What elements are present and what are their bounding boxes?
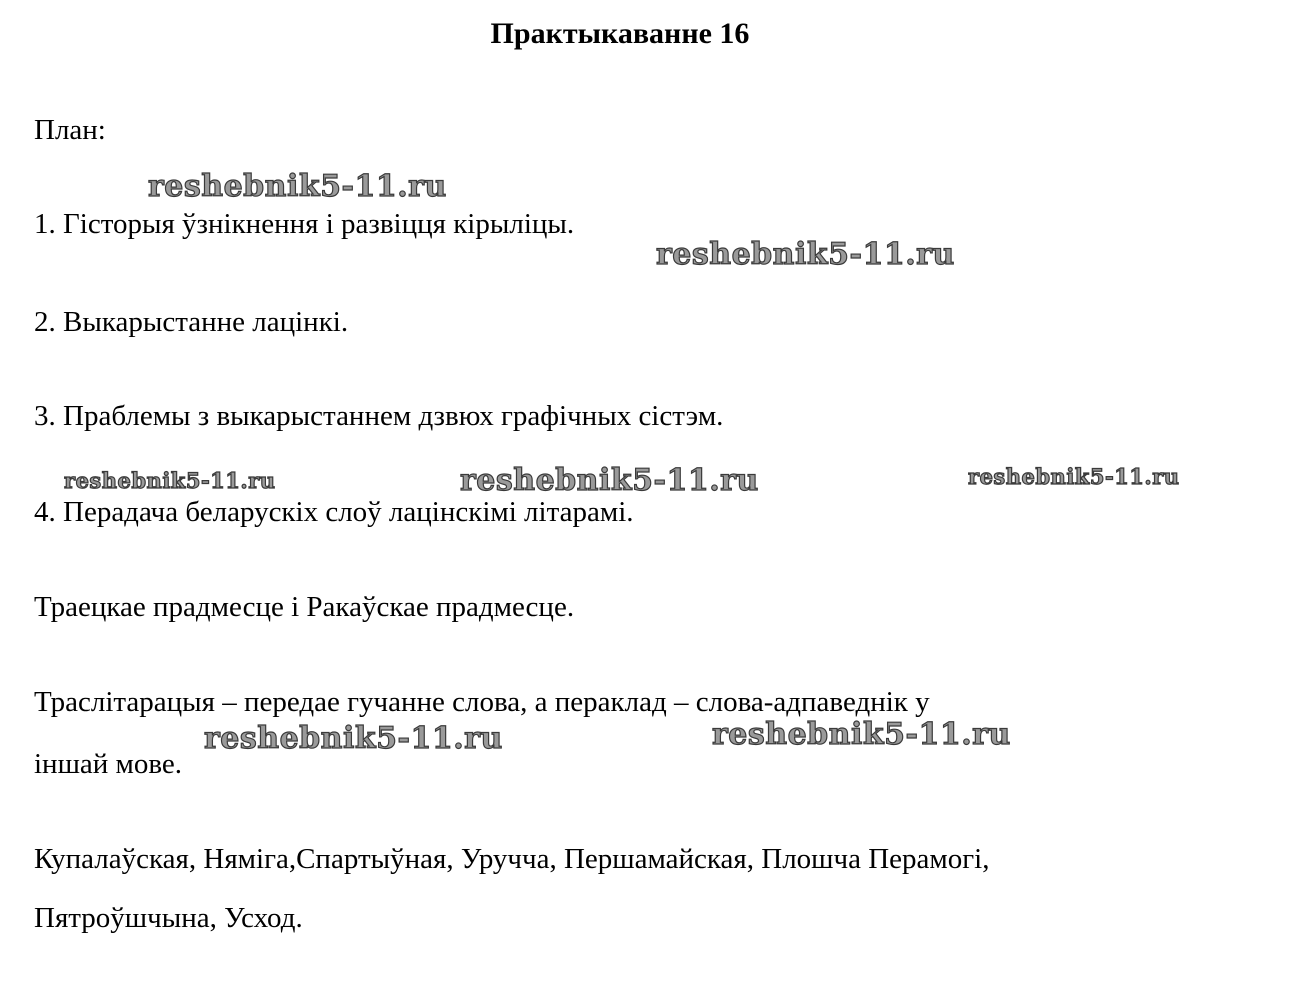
paragraph-metro-stations-cont: Пятроўшчына, Усход.: [34, 902, 303, 934]
watermark-logo: reshebnik5-11.ru: [204, 721, 503, 756]
watermark-logo: reshebnik5-11.ru: [148, 169, 447, 204]
watermark-logo: reshebnik5-11.ru: [64, 468, 276, 493]
plan-item-3: 3. Праблемы з выкарыстаннем дзвюх графічных сістэм.: [34, 400, 724, 432]
plan-item-2: 2. Выкарыстанне лацінкі.: [34, 306, 349, 338]
watermark-logo: reshebnik5-11.ru: [460, 463, 759, 498]
paragraph-transliteration-cont: іншай мове.: [34, 748, 183, 780]
paragraph-transliteration: Трaслітарацыя – передае гучанне слова, а пераклад – слова-адпаведнік у: [34, 686, 930, 718]
plan-item-1: 1. Гісторыя ўзнікнення і развіцця кірыліцы.: [34, 208, 575, 240]
page-title: Практыкаванне 16: [490, 17, 750, 50]
plan-item-4: 4. Перадача беларускіх слоў лацінскімі літарамі.: [34, 496, 634, 528]
plan-label: План:: [34, 114, 106, 146]
watermark-logo: reshebnik5-11.ru: [968, 464, 1180, 489]
watermark-logo: reshebnik5-11.ru: [656, 237, 955, 272]
paragraph-metro-stations: Купалаўская, Няміга,Спартыўная, Уручча, Першамайская, Плошча Перамогі,: [34, 843, 990, 875]
watermark-logo: reshebnik5-11.ru: [712, 717, 1011, 752]
paragraph-prad-mesce: Траецкае прадмесце і Ракаўскае прадмесце.: [34, 591, 575, 623]
